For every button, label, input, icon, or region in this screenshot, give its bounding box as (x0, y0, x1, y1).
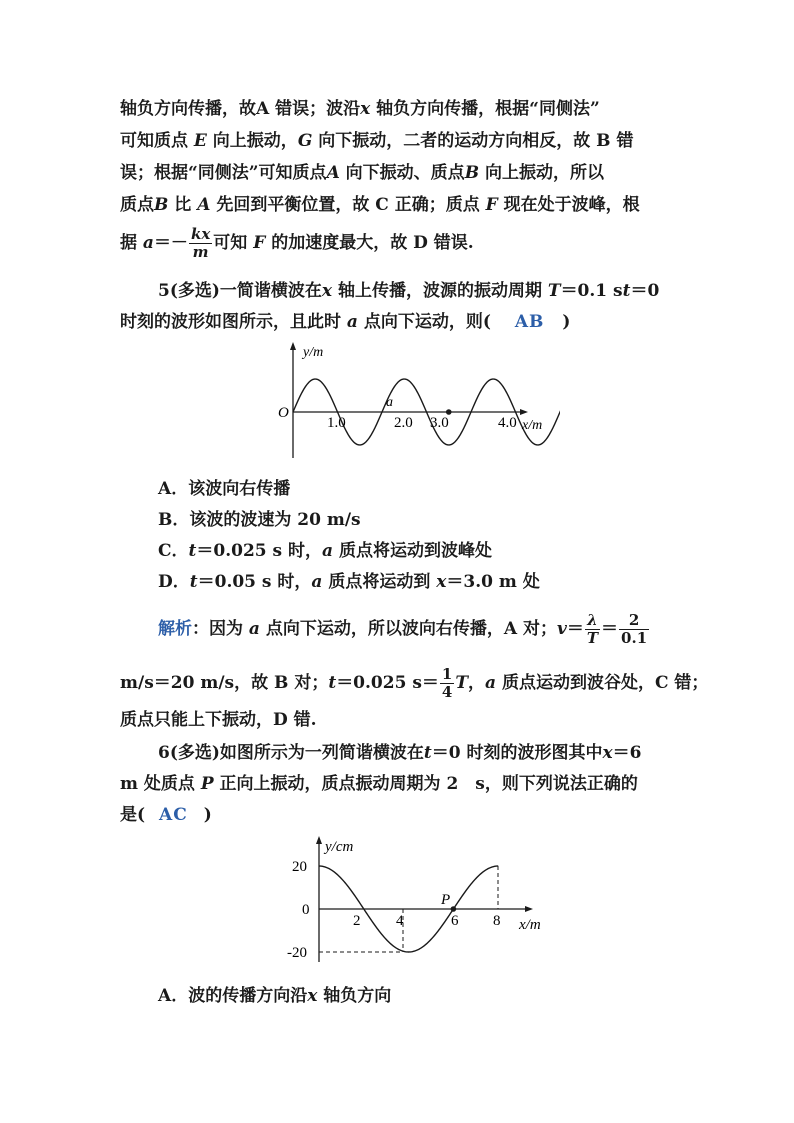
var-t: t (189, 572, 198, 592)
y-tick-label: 0 (302, 902, 310, 918)
fraction-1-over-4 (440, 666, 454, 701)
fraction-denominator: T (586, 629, 599, 647)
text: ：因为 (192, 619, 249, 639)
point-a-marker (446, 409, 452, 415)
text: 轴负方向传播，故A 错误；波沿 (120, 99, 361, 119)
solution-line-5 (120, 226, 474, 261)
text: 6(多选)如图所示为一列简谐横波在 (158, 743, 424, 763)
text: 的加速度最大，故 D 错误. (265, 233, 474, 253)
text: 质点运动到波谷处，C 错； (496, 673, 709, 693)
solution-line-1 (120, 98, 600, 120)
x-tick-label: 4.0 (498, 415, 517, 431)
var-t: t (423, 743, 432, 763)
x-tick-label: 3.0 (430, 415, 449, 431)
text: 质点只能上下振动，D 错. (120, 710, 317, 730)
text: ＝0.025 s 时， (196, 541, 323, 561)
text: D． (158, 572, 190, 592)
var-x: x (307, 986, 318, 1006)
var-t: t (328, 673, 337, 693)
var-B: B (464, 163, 480, 183)
y-axis-arrow (290, 342, 296, 350)
x-tick-label: 2 (353, 913, 361, 929)
text: ＝6 (612, 743, 642, 763)
var-T: T (547, 281, 561, 301)
text: C． (158, 541, 189, 561)
q6-stem-line-1 (158, 742, 642, 764)
text: 现在处于波峰，根 (497, 195, 640, 215)
text: 轴上传播，波源的振动周期 (332, 281, 548, 301)
y-tick-label: -20 (287, 945, 307, 961)
text: 向上振动，所以 (479, 163, 604, 183)
q5-answer: AB (514, 312, 545, 332)
q6-stem-line-2 (120, 773, 638, 795)
q6-wave-chart (285, 832, 565, 967)
fraction-2-over-0.1 (619, 612, 649, 647)
text: m/s＝20 m/s，故 B 对； (120, 673, 329, 693)
q5-stem-line-2 (120, 311, 570, 333)
y-axis-label: y/m (303, 345, 324, 360)
q5-option-d (158, 571, 540, 593)
x-axis-arrow (525, 906, 533, 912)
q5-option-a (158, 478, 290, 500)
var-B: B (154, 195, 169, 215)
text: ， (468, 673, 486, 693)
var-v: v (556, 619, 567, 639)
text: 可知质点 (120, 131, 194, 151)
var-x: x (321, 281, 333, 301)
var-T: T (455, 673, 469, 693)
text: m 处质点 (120, 774, 201, 794)
fraction-denominator: 0.1 (621, 629, 648, 647)
q6-answer: AC (159, 805, 188, 825)
var-a: a (311, 572, 323, 592)
text: ) (203, 805, 212, 825)
q5-analysis-line-3 (120, 709, 317, 731)
var-G: G (297, 131, 313, 151)
text: 据 (120, 233, 143, 253)
y-axis-label: y/cm (325, 839, 354, 855)
text: ＝0.05 s 时， (197, 572, 312, 592)
text: 时刻的波形如图所示，且此时 (120, 312, 347, 332)
text: 比 (168, 195, 198, 215)
var-a: a (248, 619, 260, 639)
text: 向上振动， (206, 131, 298, 151)
var-a: a (322, 541, 334, 561)
text: 向下振动，二者的运动方向相反，故 B 错 (312, 131, 634, 151)
q5-option-c (158, 540, 492, 562)
var-x: x (360, 99, 371, 119)
q5-analysis-line-1 (158, 612, 650, 647)
x-tick-label: 6 (451, 913, 459, 929)
text: 可知 (213, 233, 254, 253)
fraction-numerator: 1 (441, 665, 453, 683)
var-F: F (485, 195, 498, 215)
var-A: A (197, 195, 211, 215)
text: A．该波向右传播 (158, 479, 291, 499)
fraction-numerator: kx (190, 225, 211, 243)
text: 点向下运动，则( (357, 312, 491, 332)
var-t: t (188, 541, 197, 561)
var-F: F (253, 233, 266, 253)
var-P: P (200, 774, 214, 794)
text: 正向上振动，质点振动周期为 2 s，则下列说法正确的 (213, 774, 638, 794)
text: ＝ (566, 619, 584, 639)
fraction-denominator: m (192, 243, 209, 261)
x-tick-label: 1.0 (327, 415, 346, 431)
var-E: E (193, 131, 207, 151)
var-A: A (326, 163, 340, 183)
fraction-kx-over-m (189, 226, 212, 261)
solution-line-4 (120, 194, 640, 216)
text: ＝ (601, 619, 619, 639)
y-axis-arrow (316, 836, 322, 844)
text: 质点将运动到波峰处 (333, 541, 492, 561)
point-a-label: a (386, 395, 393, 410)
solution-line-2 (120, 130, 633, 152)
text: ＝3.0 m 处 (446, 572, 540, 592)
x-axis-label: x/m (522, 418, 543, 433)
q6-stem-line-3 (120, 804, 212, 826)
point-P-marker (451, 906, 457, 912)
y-tick-label: 20 (292, 859, 307, 875)
text: A．波的传播方向沿 (158, 986, 308, 1006)
q6-option-a (158, 985, 391, 1007)
x-tick-label: 4 (396, 913, 404, 929)
text: 5(多选)一简谐横波在 (158, 281, 322, 301)
fraction-denominator: 4 (441, 683, 453, 701)
text: ＝－ (153, 233, 188, 253)
var-a: a (346, 312, 358, 332)
var-t: t (622, 281, 631, 301)
x-axis-arrow (520, 409, 528, 415)
text: 先回到平衡位置，故 C 正确；质点 (210, 195, 486, 215)
solution-line-3 (120, 162, 604, 184)
text: ＝0.025 s＝ (336, 673, 439, 693)
var-x: x (436, 572, 447, 592)
text: ) (562, 312, 571, 332)
text: B．该波的波速为 20 m/s (158, 510, 361, 530)
var-a: a (142, 233, 154, 253)
text: ＝0 时刻的波形图其中 (431, 743, 603, 763)
text: ＝0.1 s (560, 281, 623, 301)
analysis-label: 解析 (158, 619, 192, 639)
q5-analysis-line-2 (120, 666, 708, 701)
fraction-numerator: λ (585, 612, 600, 630)
fraction-numerator: 2 (619, 612, 649, 630)
text: 误；根据“同侧法”可知质点 (120, 163, 327, 183)
text: 质点 (120, 195, 154, 215)
point-P-label: P (441, 892, 451, 908)
var-a: a (485, 673, 497, 693)
x-tick-label: 2.0 (394, 415, 413, 431)
x-tick-label: 8 (493, 913, 501, 929)
text: 轴负方向传播，根据“同侧法” (370, 99, 600, 119)
text: 是( (120, 805, 146, 825)
x-axis-label: x/m (519, 917, 541, 933)
q5-wave-chart (270, 340, 560, 462)
fraction-lambda-over-T (585, 612, 600, 647)
q5-option-b (158, 509, 361, 531)
text: 轴负方向 (317, 986, 392, 1006)
text: 质点将运动到 (322, 572, 437, 592)
text: 向下振动、质点 (339, 163, 465, 183)
text: 点向下运动，所以波向右传播，A 对； (259, 619, 557, 639)
origin-label: O (278, 405, 289, 421)
text: ＝0 (630, 281, 660, 301)
q5-stem-line-1 (158, 280, 659, 302)
var-x: x (602, 743, 613, 763)
